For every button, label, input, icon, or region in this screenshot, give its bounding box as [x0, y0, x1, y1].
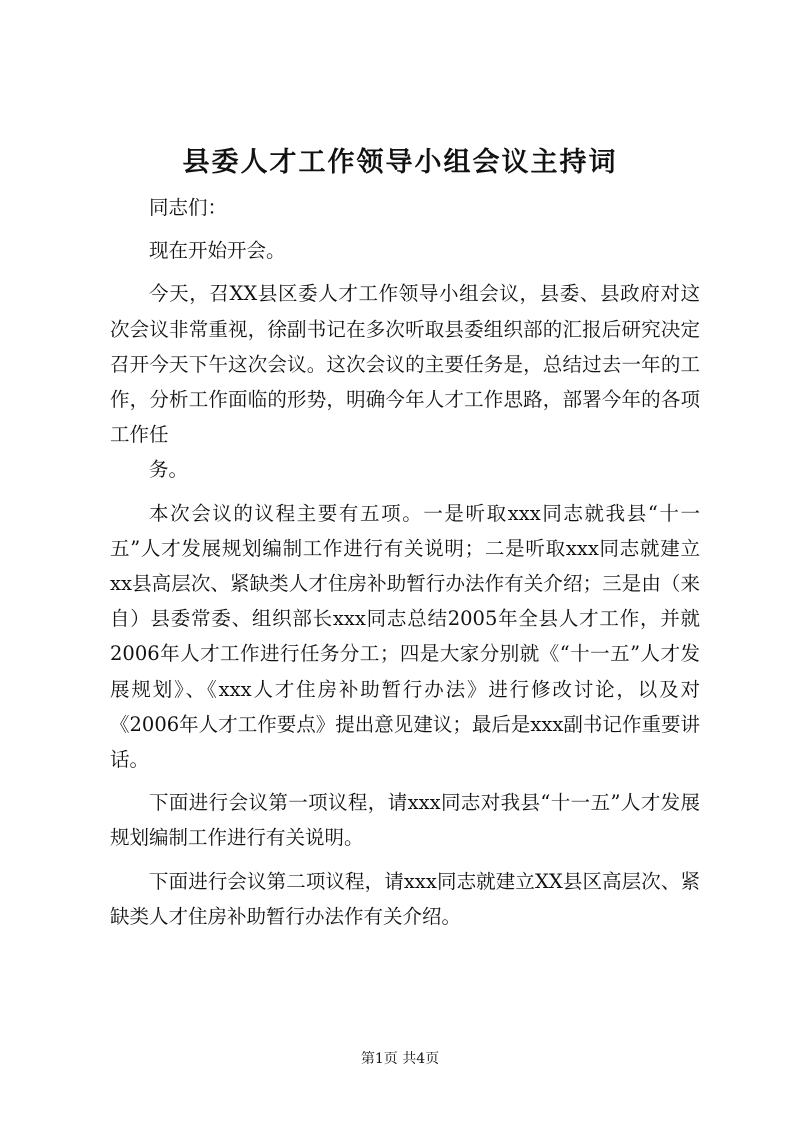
page-footer: 第1页 共4页 — [360, 1051, 440, 1067]
document-body — [110, 190, 700, 942]
paragraph-meeting-purpose-tail: 务。 — [149, 458, 189, 482]
paragraph-agenda-item-2: 下面进行会议第二项议程，请xxx同志就建立XX县区高层次、紧缺类人才住房补助暂行办法作有关介绍。 — [110, 869, 700, 928]
document-title: 县委人才工作领导小组会议主持词 — [182, 147, 618, 178]
paragraph-opening: 现在开始开会。 — [149, 239, 286, 263]
paragraph-salutation: 同志们： — [149, 196, 228, 219]
paragraph-agenda-item-1: 下面进行会议第一项议程，请xxx同志对我县“十一五”人才发展规划编制工作进行有关说明。 — [110, 791, 700, 850]
paragraph-agenda: 本次会议的议程主要有五项。一是听取xxx同志就我县“十一五”人才发展规划编制工作进行有关说明；二是听取xxx同志就建立xx县高层次、紧缺类人才住房补助暂行办法作有关介绍；三是由（来自）县委常委、组织部长xxx同志总结2005年全县人才工作，并就2006年人才工作进行任务分工；四是大家分别就《“十一五”人才发展规划》、《xxx人才住房补助暂行办法》进行修改讨论，以及对《2006年人才工作要点》提出意见建议；最后是xxx副书记作重要讲话。 — [110, 501, 700, 772]
paragraph-meeting-purpose: 今天，召XX县区委人才工作领导小组会议，县委、县政府对这次会议非常重视，徐副书记在多次听取县委组织部的汇报后研究决定召开今天下午这次会议。这次会议的主要任务是，总结过去一年的工作，分析工作面临的形势，明确今年人才工作思路，部署今年的各项工作任 — [110, 282, 700, 447]
